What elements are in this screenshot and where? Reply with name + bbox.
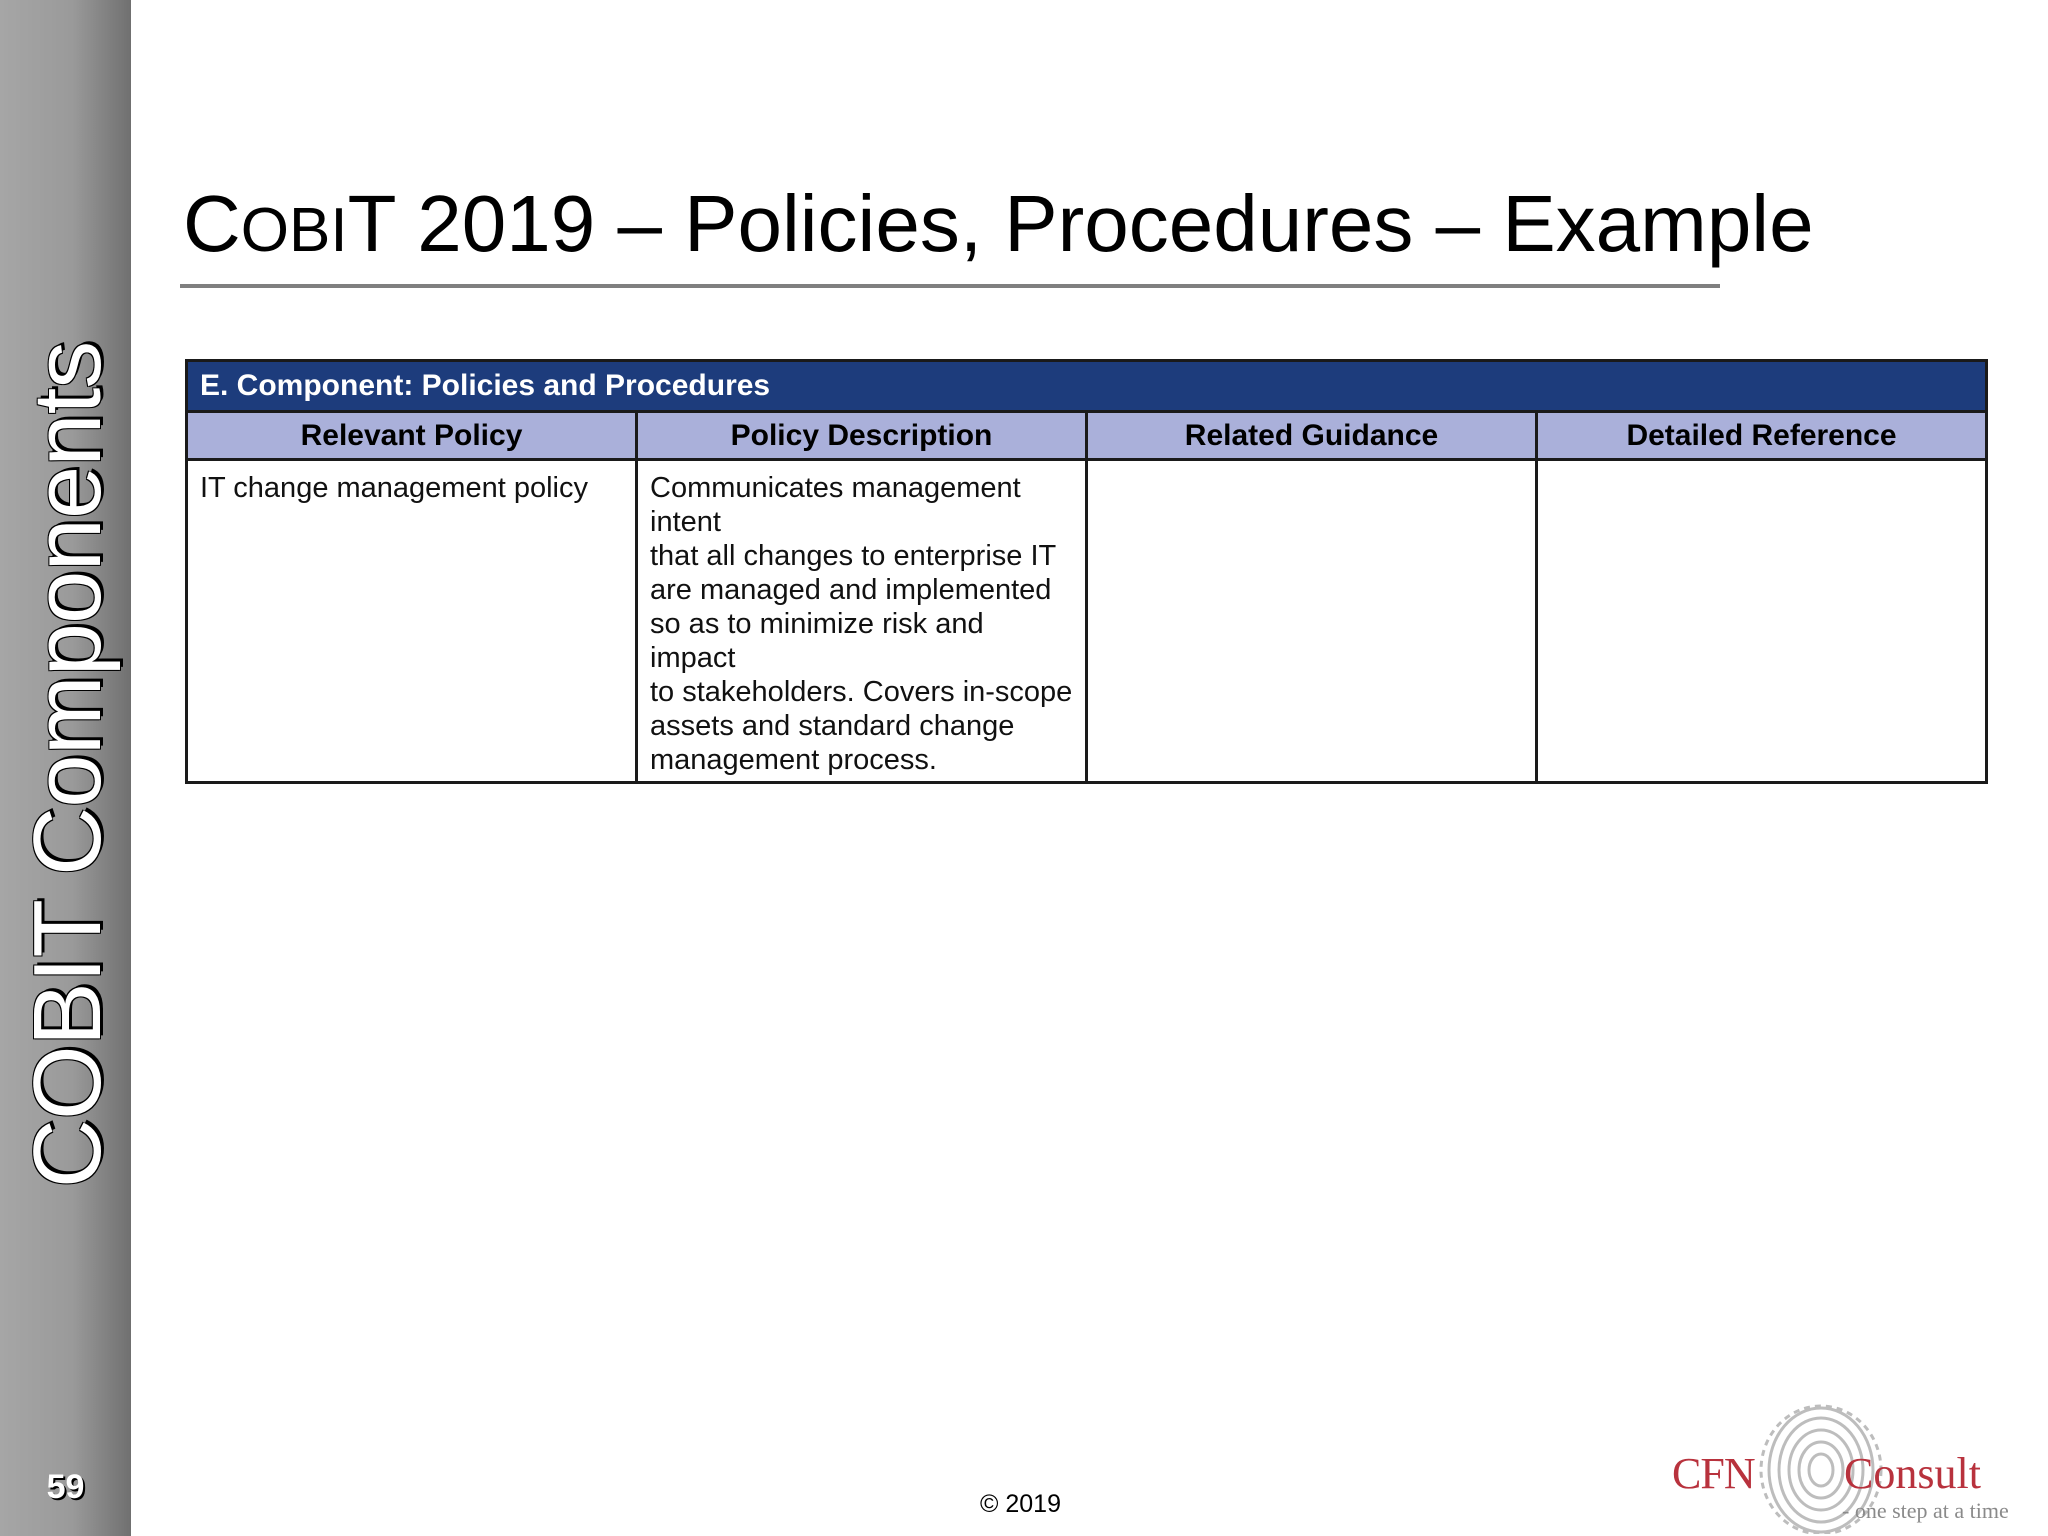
title-rest: T 2019 – Policies, Procedures – Example (347, 179, 1814, 268)
column-header-detailed-reference: Detailed Reference (1537, 412, 1987, 460)
cell-policy-description: Communicates management intent that all changes to enterprise IT are managed and implemented so as to minimize risk and impact to stakeholders. Covers in-scope assets and standard change management process. (637, 460, 1087, 783)
title-underline (180, 284, 1720, 288)
logo-tagline: - one step at a time (1842, 1498, 2009, 1523)
column-header-policy-description: Policy Description (637, 412, 1087, 460)
copyright: © 2019 (980, 1490, 1061, 1518)
logo-cfn-text: CFN (1672, 1449, 1755, 1498)
cell-related-guidance (1087, 460, 1537, 783)
column-header-row (187, 412, 1987, 460)
title-initial: C (183, 179, 241, 268)
page-title (183, 178, 1814, 270)
policies-table (185, 359, 1988, 784)
cell-relevant-policy: IT change management policy (187, 460, 637, 783)
section-title: COBIT Components (14, 341, 121, 1189)
logo-consult-text: Consult (1844, 1449, 1981, 1498)
slide-number: 59 (46, 1468, 85, 1506)
cell-detailed-reference (1537, 460, 1987, 783)
column-header-related-guidance: Related Guidance (1087, 412, 1537, 460)
title-small-caps: OBI (240, 196, 348, 265)
table-row (187, 460, 1987, 783)
component-header: E. Component: Policies and Procedures (187, 361, 1987, 412)
sidebar (0, 0, 131, 1536)
cfn-consult-logo (1668, 1400, 2048, 1536)
column-header-relevant-policy: Relevant Policy (187, 412, 637, 460)
